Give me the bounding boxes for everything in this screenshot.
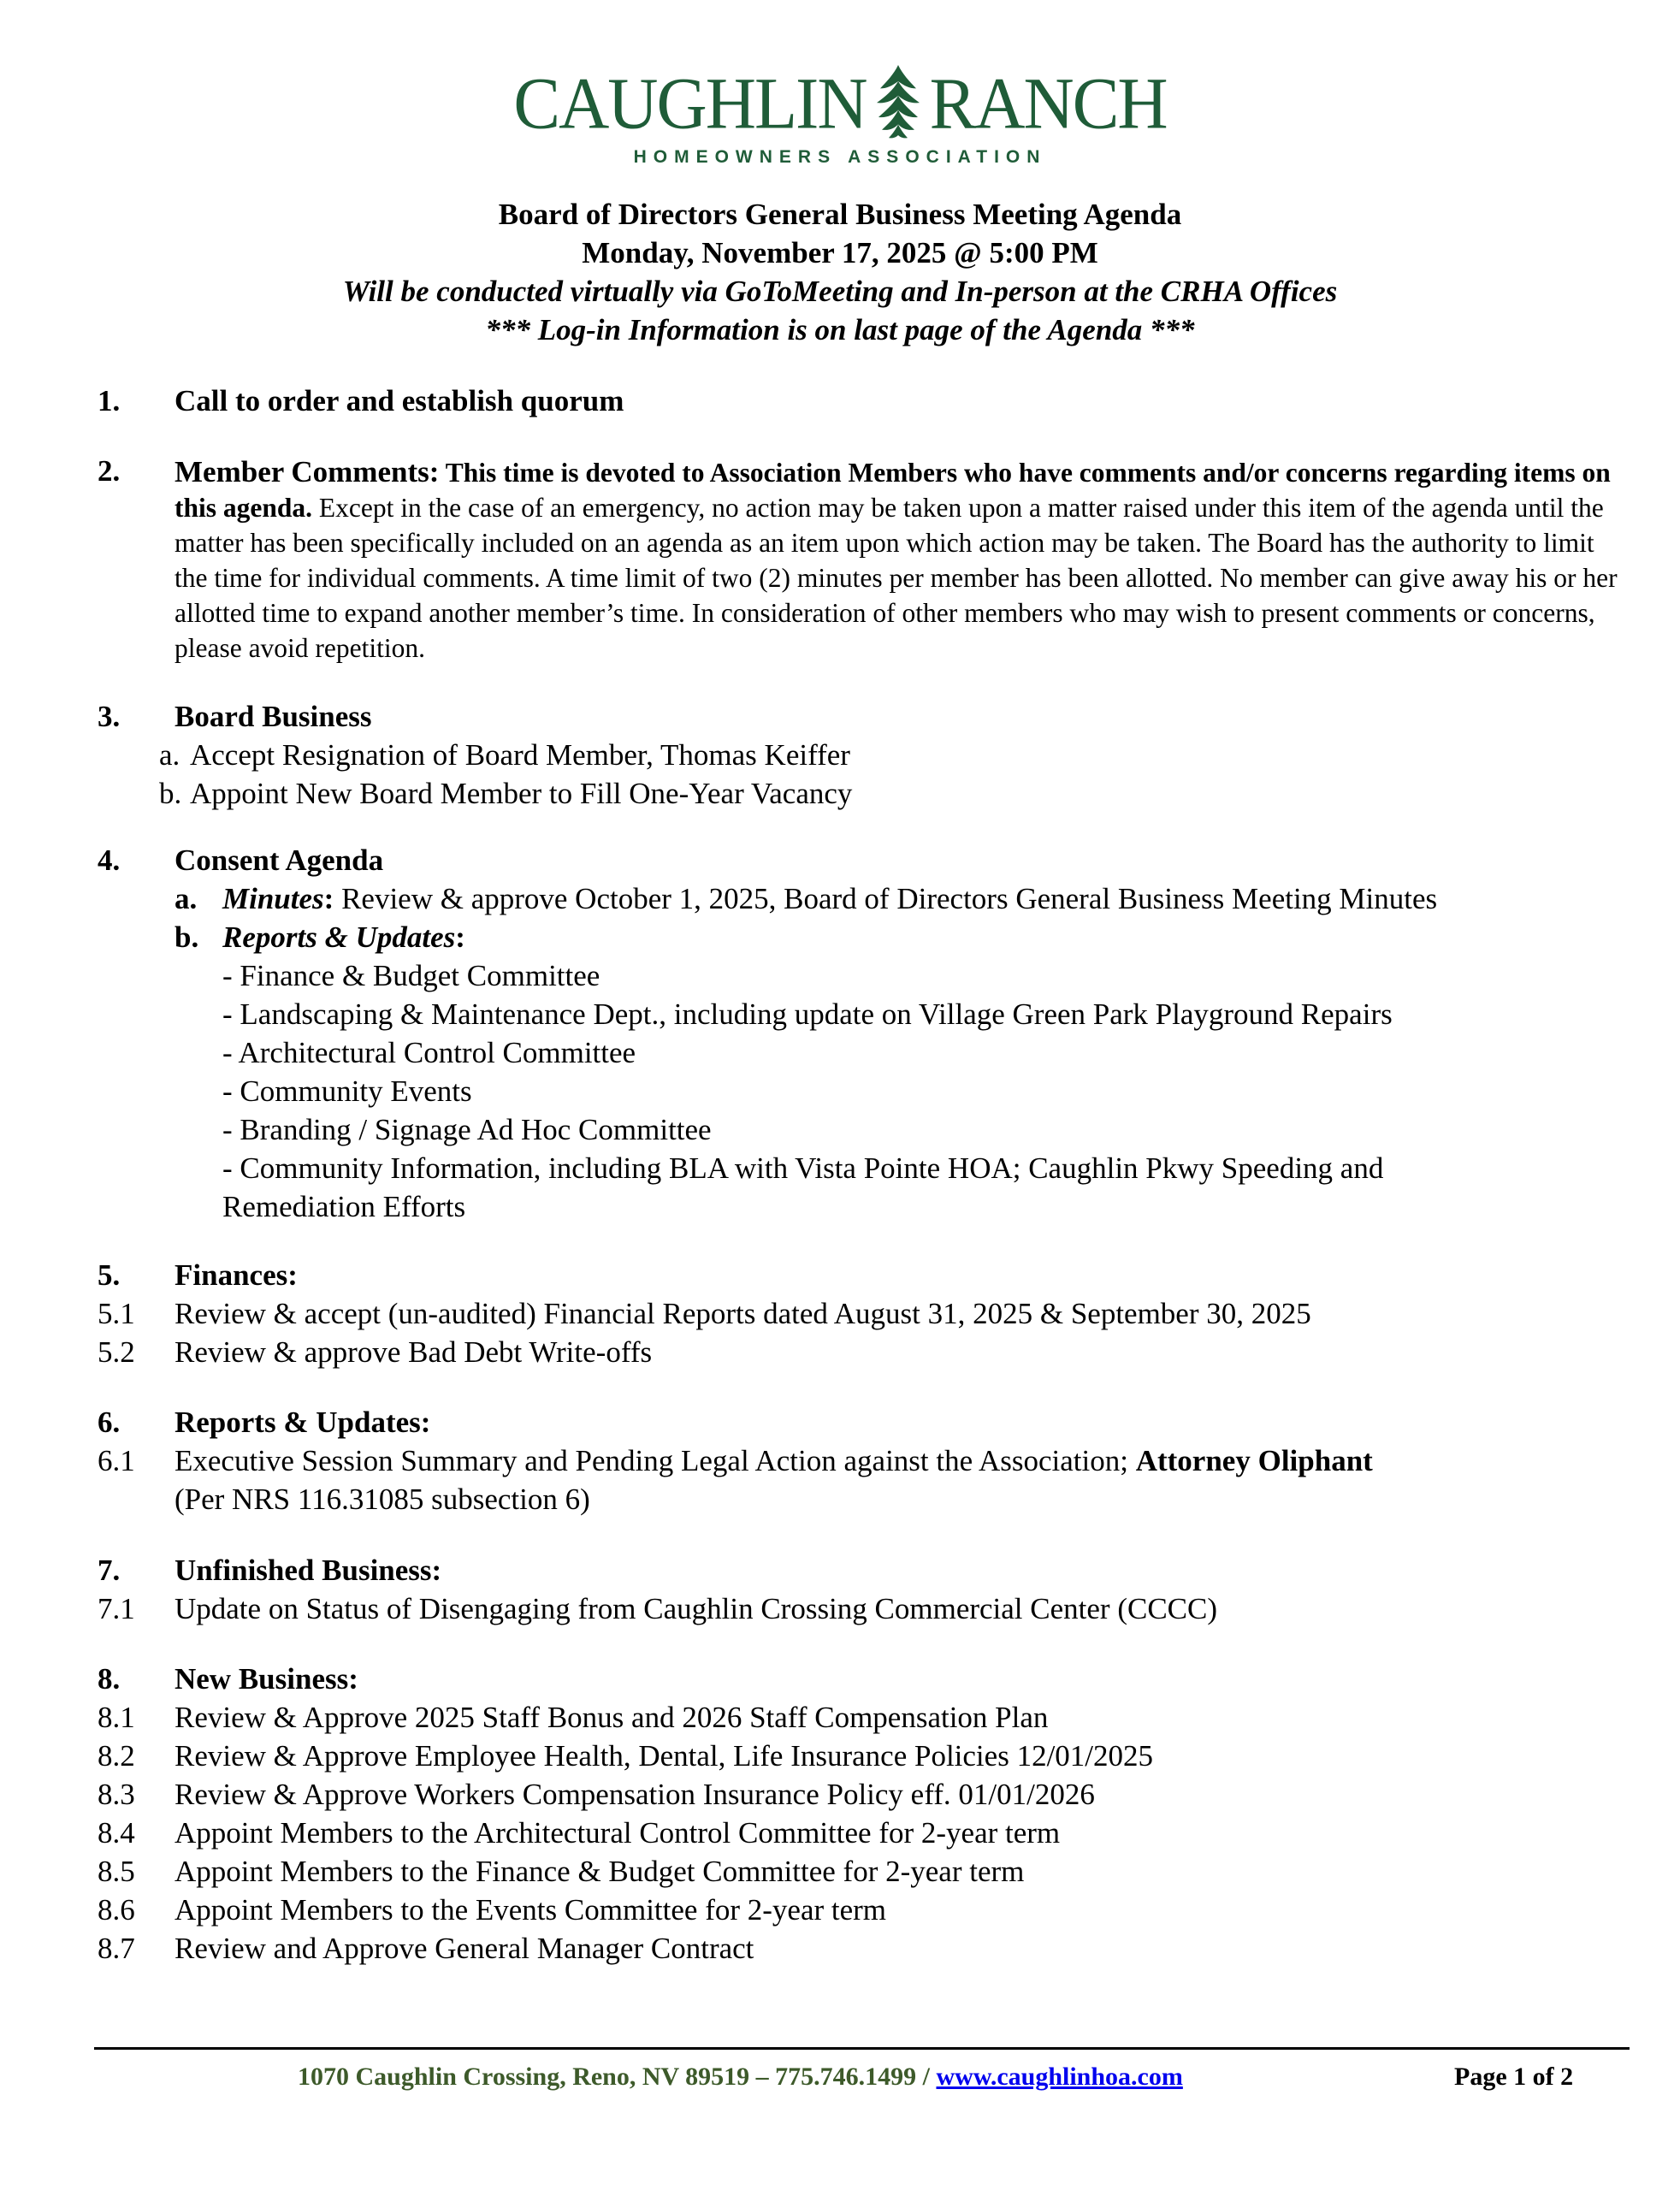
sub-item-label: 8.1 (98, 1701, 135, 1734)
sub-item-label: 8.5 (98, 1855, 135, 1888)
sub-item-text: Accept Resignation of Board Member, Thomas Keiffer (190, 738, 850, 772)
sub-item-6-1 (98, 1441, 1629, 1480)
item-number: 8. (98, 1662, 121, 1696)
item-title: New Business: (175, 1662, 358, 1696)
item-title: Member Comments: (175, 455, 440, 488)
agenda-title: Board of Directors General Business Meeting Agenda (498, 198, 1182, 231)
item-title: Board Business (175, 700, 372, 733)
report-line: - Architectural Control Committee (222, 1036, 636, 1069)
sub-item-5-1 (98, 1294, 1629, 1333)
sub-item-label: a. (159, 738, 180, 772)
item-number: 5. (98, 1258, 121, 1292)
consent-reports: b. Reports & Updates: (98, 918, 1629, 956)
member-comments-body: Except in the case of an emergency, no action may be taken upon a matter raised under this item of the agenda until the matter has been specifically included on an agenda as an item upon which action may be taken. The Board has the authority to limit the time for individual comments. A time limit of two (2) minutes per member has been allotted. No member can give away his or her allotted time to expand another member’s time. In consideration of other members who may wish to present comments or concerns, please avoid repetition. (175, 493, 1618, 663)
item-title: Unfinished Business: (175, 1554, 442, 1587)
page-number: Page 1 of 2 (1454, 2063, 1574, 2091)
sub-item-5-2 (98, 1333, 1629, 1371)
item-title: Finances: (175, 1258, 298, 1292)
report-line: - Community Events (222, 1074, 472, 1108)
sub-item-text: Review and Approve General Manager Contract (175, 1932, 754, 1965)
agenda-item-8 (98, 1660, 1629, 1968)
sub-item-label: 8.3 (98, 1778, 135, 1811)
association-logo (0, 62, 1680, 168)
report-line: - Branding / Signage Ad Hoc Committee (222, 1113, 712, 1146)
sub-item-label: b. (175, 920, 199, 954)
logo-right-word: RANCH (929, 62, 1167, 145)
footer-address (298, 2063, 1183, 2092)
logo-subtitle: HOMEOWNERS ASSOCIATION (633, 147, 1047, 167)
member-comments-bold-text: This time is devoted to Association Members who have comments and/or concerns regarding items on this agenda. (175, 458, 1611, 523)
sub-item-7-1 (98, 1589, 1629, 1628)
sub-item-8-7 (98, 1929, 1629, 1968)
sub-item-text: Update on Status of Disengaging from Caughlin Crossing Commercial Center (CCCC) (175, 1592, 1218, 1625)
login-note: *** Log-in Information is on last page of the Agenda *** (485, 313, 1195, 346)
agenda-item-7 (98, 1551, 1629, 1628)
agenda-header (0, 195, 1680, 349)
item-number: 6. (98, 1406, 121, 1439)
attorney-name: Attorney Oliphant (1135, 1444, 1373, 1477)
sub-item-text: Review & Approve Employee Health, Dental, Life Insurance Policies 12/01/2025 (175, 1739, 1154, 1773)
sub-item-a (98, 736, 1629, 774)
sub-item-8-4 (98, 1814, 1629, 1852)
item-title: Consent Agenda (175, 843, 384, 877)
sub-item-label: b. (159, 777, 182, 810)
sub-item-8-3 (98, 1775, 1629, 1814)
sub-item-8-6 (98, 1891, 1629, 1929)
sub-item-label: 6.1 (98, 1444, 135, 1477)
meeting-datetime: Monday, November 17, 2025 @ 5:00 PM (582, 236, 1098, 269)
sub-item-label: a. (175, 882, 198, 915)
sub-item-b (98, 774, 1629, 813)
agenda-item-4 (98, 841, 1629, 1226)
report-line: - Landscaping & Maintenance Dept., including update on Village Green Park Playground Repairs (222, 997, 1393, 1031)
sub-item-text-continued: (Per NRS 116.31085 subsection 6) (175, 1483, 590, 1516)
sub-item-label: 7.1 (98, 1592, 135, 1625)
member-comments-text (175, 452, 1629, 666)
address-text: 1070 Caughlin Crossing, Reno, NV 89519 – 775.746.1499 / (298, 2063, 937, 2091)
logo-wordmark (513, 60, 1167, 145)
reports-label: Reports & Updates (222, 920, 456, 954)
sub-item-text: Appoint Members to the Architectural Control Committee for 2-year term (175, 1816, 1061, 1850)
minutes-text: Review & approve October 1, 2025, Board of Directors General Business Meeting Minutes (334, 882, 1438, 915)
item-number: 1. (98, 384, 121, 417)
consent-minutes: a. Minutes: Review & approve October 1, 2025, Board of Directors General Business Meeting Minutes (98, 879, 1629, 918)
item-number: 2. (98, 454, 121, 488)
website-link[interactable]: www.caughlinhoa.com (936, 2063, 1183, 2091)
sub-item-text: Appoint Members to the Events Committee for 2-year term (175, 1893, 887, 1927)
sub-item-text: Review & Approve Workers Compensation Insurance Policy eff. 01/01/2026 (175, 1778, 1095, 1811)
agenda-item-5 (98, 1256, 1629, 1371)
sub-item-text: Appoint Members to the Finance & Budget Committee for 2-year term (175, 1855, 1025, 1888)
sub-item-label: 8.7 (98, 1932, 135, 1965)
item-title: Call to order and establish quorum (175, 384, 624, 417)
sub-item-label: 5.2 (98, 1335, 135, 1369)
sub-item-8-2 (98, 1737, 1629, 1775)
page-footer (0, 2057, 1680, 2098)
agenda-item-2 (98, 452, 1629, 666)
item-title: Reports & Updates: (175, 1406, 431, 1439)
agenda-item-6 (98, 1403, 1629, 1518)
pine-tree-icon (868, 63, 928, 144)
report-line-continued: Remediation Efforts (222, 1190, 466, 1223)
sub-item-text: Executive Session Summary and Pending Legal Action against the Association; (175, 1444, 1136, 1477)
item-number: 4. (98, 843, 121, 877)
minutes-label: Minutes (222, 882, 324, 915)
sub-item-8-5 (98, 1852, 1629, 1891)
sub-item-label: 5.1 (98, 1297, 135, 1330)
sub-item-text: Review & Approve 2025 Staff Bonus and 2026 Staff Compensation Plan (175, 1701, 1049, 1734)
sub-item-text: Review & approve Bad Debt Write-offs (175, 1335, 653, 1369)
logo-left-word: CAUGHLIN (513, 62, 867, 145)
item-number: 7. (98, 1554, 121, 1587)
report-line: - Community Information, including BLA with Vista Pointe HOA; Caughlin Pkwy Speeding and (222, 1151, 1384, 1185)
agenda-item-1 (98, 382, 1629, 420)
sub-item-text: Review & accept (un-audited) Financial Reports dated August 31, 2025 & September 30, 2025 (175, 1297, 1311, 1330)
sub-item-label: 8.4 (98, 1816, 135, 1850)
sub-item-8-1 (98, 1698, 1629, 1737)
report-line: - Finance & Budget Committee (222, 959, 600, 992)
meeting-venue: Will be conducted virtually via GoToMeeting and In-person at the CRHA Offices (342, 275, 1338, 308)
item-number: 3. (98, 700, 121, 733)
footer-divider (94, 2047, 1630, 2050)
sub-item-label: 8.6 (98, 1893, 135, 1927)
sub-item-text: Appoint New Board Member to Fill One-Year Vacancy (190, 777, 853, 810)
agenda-item-3 (98, 697, 1629, 813)
sub-item-label: 8.2 (98, 1739, 135, 1773)
